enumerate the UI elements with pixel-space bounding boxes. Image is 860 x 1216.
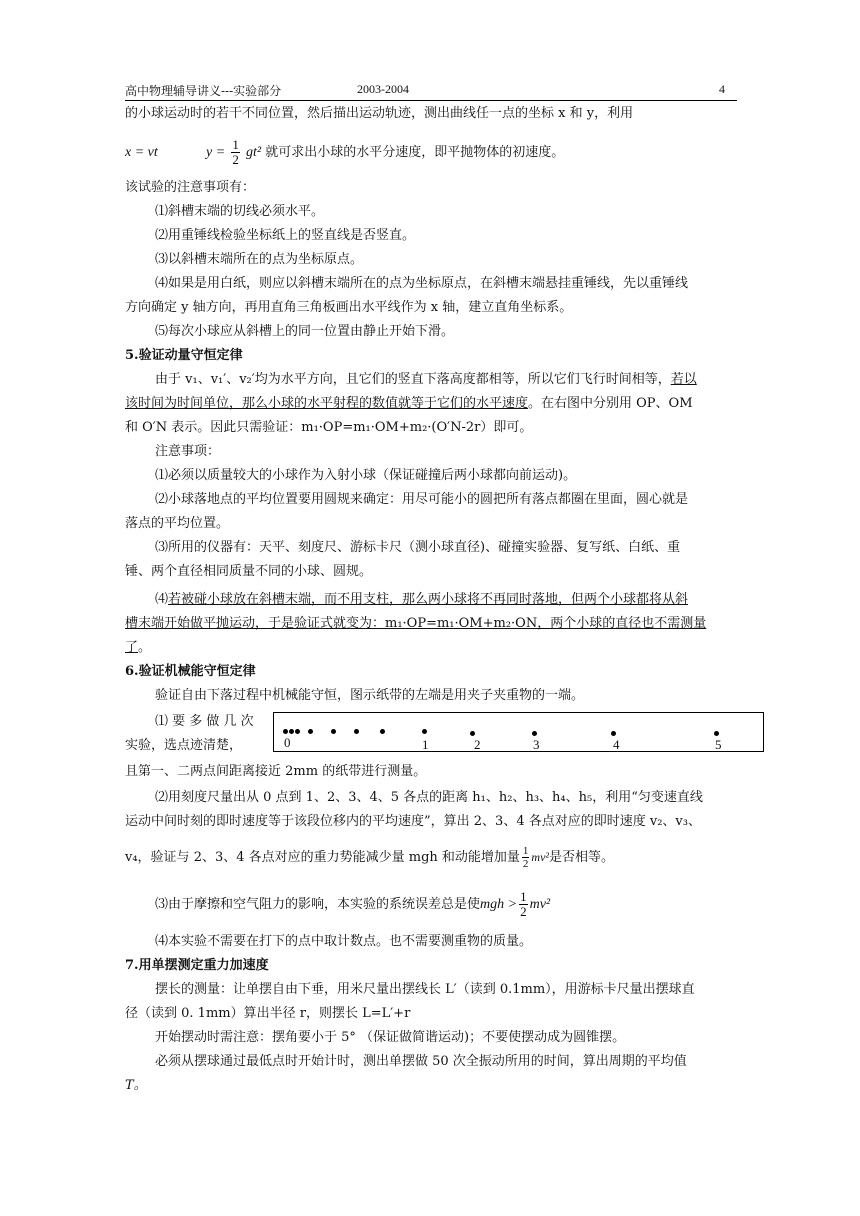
tape-dot [714,731,719,736]
list-item: ⑷本实验不需要在打下的点中取计数点。也不需要测重物的质量。 [155,934,533,949]
list-item: ⑶所用的仪器有：天平、刻度尺、游标卡尺（测小球直径)、碰撞实验器、复写纸、白纸、重 [155,540,681,555]
tape-dot [380,729,385,734]
paper-tape-figure [273,712,764,752]
equation-y-rhs: gt² [246,145,262,160]
tape-label-3: 3 [533,737,540,752]
text-line: 摆长的测量：让单摆自由下垂，用米尺量出摆线长 L′（读到 0.1mm），用游标卡尺量出摆球直 [155,982,695,997]
tape-dot [354,729,359,734]
section-title-5: 5.验证动量守恒定律 [125,348,243,363]
tape-dot [331,729,336,734]
text-line: 了。 [125,640,152,655]
fraction-half: $\frac{1}{2}$ [522,845,529,870]
page-header [125,80,737,101]
text-line: T。 [125,1078,147,1093]
list-item: ⑴ 要 多 做 几 次 [155,714,254,729]
text-line: 该时间为时间单位，那么小球的水平射程的数值就等于它们的水平速度。在右图中分别用 OP、OM [125,396,693,411]
text-line: 由于 v₁、v₁′、v₂′均为水平方向，且它们的竖直下落高度都相等，所以它们飞行时间相等，若以 [155,372,697,387]
list-item: ⑸每次小球应从斜槽上的同一位置由静止开始下滑。 [155,324,455,339]
text-line: 该试验的注意事项有： [125,180,256,195]
text-line: 径（读到 0. 1mm）算出半径 r，则摆长 L=L′+r [125,1006,411,1021]
tape-dot [470,731,475,736]
tape-dot [308,729,313,734]
text-line: 开始摆动时需注意：摆角要小于 5° （保证做简谐运动)；不要使摆动成为圆锥摆。 [155,1030,626,1045]
text-line: 且第一、二两点间距离接近 2mm 的纸带进行测量。 [125,764,427,779]
tape-dot [611,731,616,736]
list-item: ⑴必须以质量较大的小球作为入射小球（保证碰撞后两小球都向前运动)。 [155,468,577,483]
equation-y-lhs: y = [206,145,226,160]
header-page-number: 4 [719,82,725,96]
list-item: ⑵用刻度尺量出从 0 点到 1、2、3、4、5 各点的距离 h₁、h₂、h₃、h₄、h₅，利用“匀变速直线 [155,790,703,805]
text-line: 验证自由下落过程中机械能守恒，图示纸带的左端是用夹子夹重物的一端。 [155,688,585,703]
text-line: 运动中间时刻的即时速度等于该段位移内的平均速度”，算出 2、3、4 各点对应的即时速度 v₂、v₃、 [125,814,701,829]
tape-dot [295,729,300,734]
tape-dot [532,731,537,736]
list-item: ⑵用重锤线检验坐标纸上的竖直线是否竖直。 [155,228,416,243]
tape-dot [289,729,294,734]
tape-dot [283,729,288,734]
tape-label-0: 0 [284,735,291,750]
equation-x: x = vt [125,145,158,160]
list-item: ⑷若被碰小球放在斜槽末端，而不用支柱，那么两小球将不再同时落地，但两个小球都将从斜 [155,592,689,607]
text-line: 实验，选点迹清楚， [125,738,243,753]
text-line: 注意事项： [155,444,221,459]
text-line: 必须从摆球通过最低点时开始计时，测出单摆做 50 次全振动所用的时间，算出周期的平均值 [155,1054,687,1069]
equation-line: ⑶由于摩擦和空气阻力的影响，本实验的系统误差总是使mgh > $\frac{1}{2}$ mv² [155,889,551,919]
section-title-6: 6.验证机械能守恒定律 [125,664,256,679]
text-line: 和 O′N 表示。因此只需验证：m₁·OP=m₁·OM+m₂·(O′N-2r）即可。 [125,420,533,435]
tape-label-4: 4 [613,737,620,752]
tape-label-2: 2 [474,737,481,752]
text-line: 槽末端开始做平抛运动，于是验证式就变为：m₁·OP=m₁·OM+m₂·ON，两个小球的直径也不需测量 [125,616,707,631]
equation-line [125,136,765,170]
tape-dot [422,729,427,734]
equation-line: v₄，验证与 2、3、4 各点对应的重力势能减少量 mgh 和动能增加量 $\frac{1}{2}$ mv²是否相等。 [125,845,615,870]
header-title: 高中物理辅导讲义---实验部分 [125,84,282,98]
text-line: 的小球运动时的若干不同位置，然后描出运动轨迹，测出曲线任一点的坐标 x 和 y，利用 [125,106,634,121]
equation-text: 就可求出小球的水平分速度，即平抛物体的初速度。 [265,145,565,160]
tape-label-5: 5 [715,737,722,752]
section-title-7: 7.用单摆测定重力加速度 [125,958,269,973]
fraction-half: $\frac{1}{2}$ [520,889,527,919]
header-year: 2003-2004 [357,82,409,96]
list-item: ⑶以斜槽末端所在的点为坐标原点。 [155,252,364,267]
list-item: ⑷如果是用白纸，则应以斜槽末端所在的点为坐标原点，在斜槽末端悬挂重锤线，先以重锤线 [155,276,689,291]
text-line: 落点的平均位置。 [125,516,230,531]
tape-label-1: 1 [422,737,429,752]
list-item: ⑴斜槽末端的切线必须水平。 [155,204,325,219]
text-line: 锤、两个直径相同质量不同的小球、圆规。 [125,564,373,579]
list-item: ⑵小球落地点的平均位置要用圆规来确定：用尽可能小的圆把所有落点都圈在里面，圆心就是 [155,492,689,507]
text-line: 方向确定 y 轴方向，再用直角三角板画出水平线作为 x 轴，建立直角坐标系。 [125,300,573,315]
fraction-half: $\frac{1}{2}$ [232,137,239,167]
